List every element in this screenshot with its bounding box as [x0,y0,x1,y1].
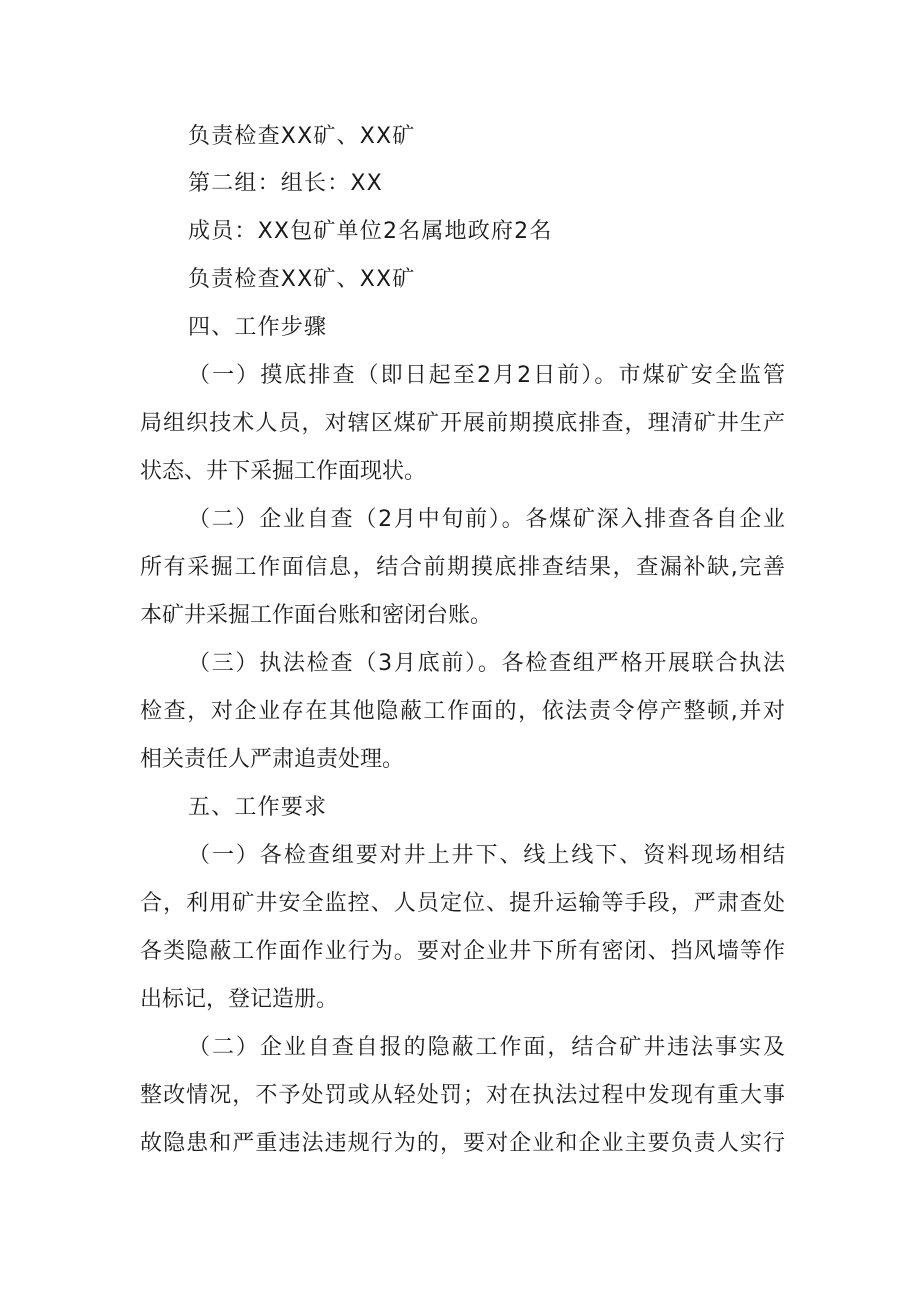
text-line: 成员：XX包矿单位2名属地政府2名 [188,219,553,244]
text-line: 合，利用矿井安全监控、人员定位、提升运输等手段，严肃查处 [140,891,785,916]
text-line: 所有采掘工作面信息，结合前期摸底排查结果，查漏补缺,完善 [140,555,785,580]
text-line: 各类隐蔽工作面作业行为。要对企业井下所有密闭、挡风墙等作 [140,939,785,964]
text-line: 局组织技术人员，对辖区煤矿开展前期摸底排查，理清矿井生产 [140,411,785,436]
text-line: 整改情况，不予处罚或从轻处罚；对在执法过程中发现有重大事 [140,1083,785,1108]
section-heading: 五、工作要求 [188,795,328,820]
section-heading: 四、工作步骤 [188,315,328,340]
text-line: 故隐患和严重违法违规行为的，要对企业和企业主要负责人实行 [140,1131,785,1156]
paragraph-first-line: （一）摸底排查（即日起至2月2日前）。市煤矿安全监管 [188,363,785,388]
paragraph-first-line: （一）各检查组要对井上井下、线上线下、资料现场相结 [188,843,785,868]
text-line: 状态、井下采掘工作面现状。 [140,459,427,484]
text-line: 负责检查XX矿、XX矿 [188,267,416,292]
text-line: 相关责任人严肃追责处理。 [140,747,405,772]
text-line: 第二组：组长：XX [188,171,383,196]
text-line: 负责检查XX矿、XX矿 [188,124,416,149]
text-line: 本矿井采掘工作面台账和密闭台账。 [140,603,493,628]
text-line: 检查，对企业存在其他隐蔽工作面的，依法责令停产整顿,并对 [140,699,785,724]
paragraph-first-line: （二）企业自查自报的隐蔽工作面，结合矿井违法事实及 [188,1035,785,1060]
text-line: 出标记，登记造册。 [140,987,339,1012]
paragraph-first-line: （二）企业自查（2月中旬前）。各煤矿深入排查各自企业 [188,507,785,532]
paragraph-first-line: （三）执法检查（3月底前）。各检查组严格开展联合执法 [188,651,785,676]
